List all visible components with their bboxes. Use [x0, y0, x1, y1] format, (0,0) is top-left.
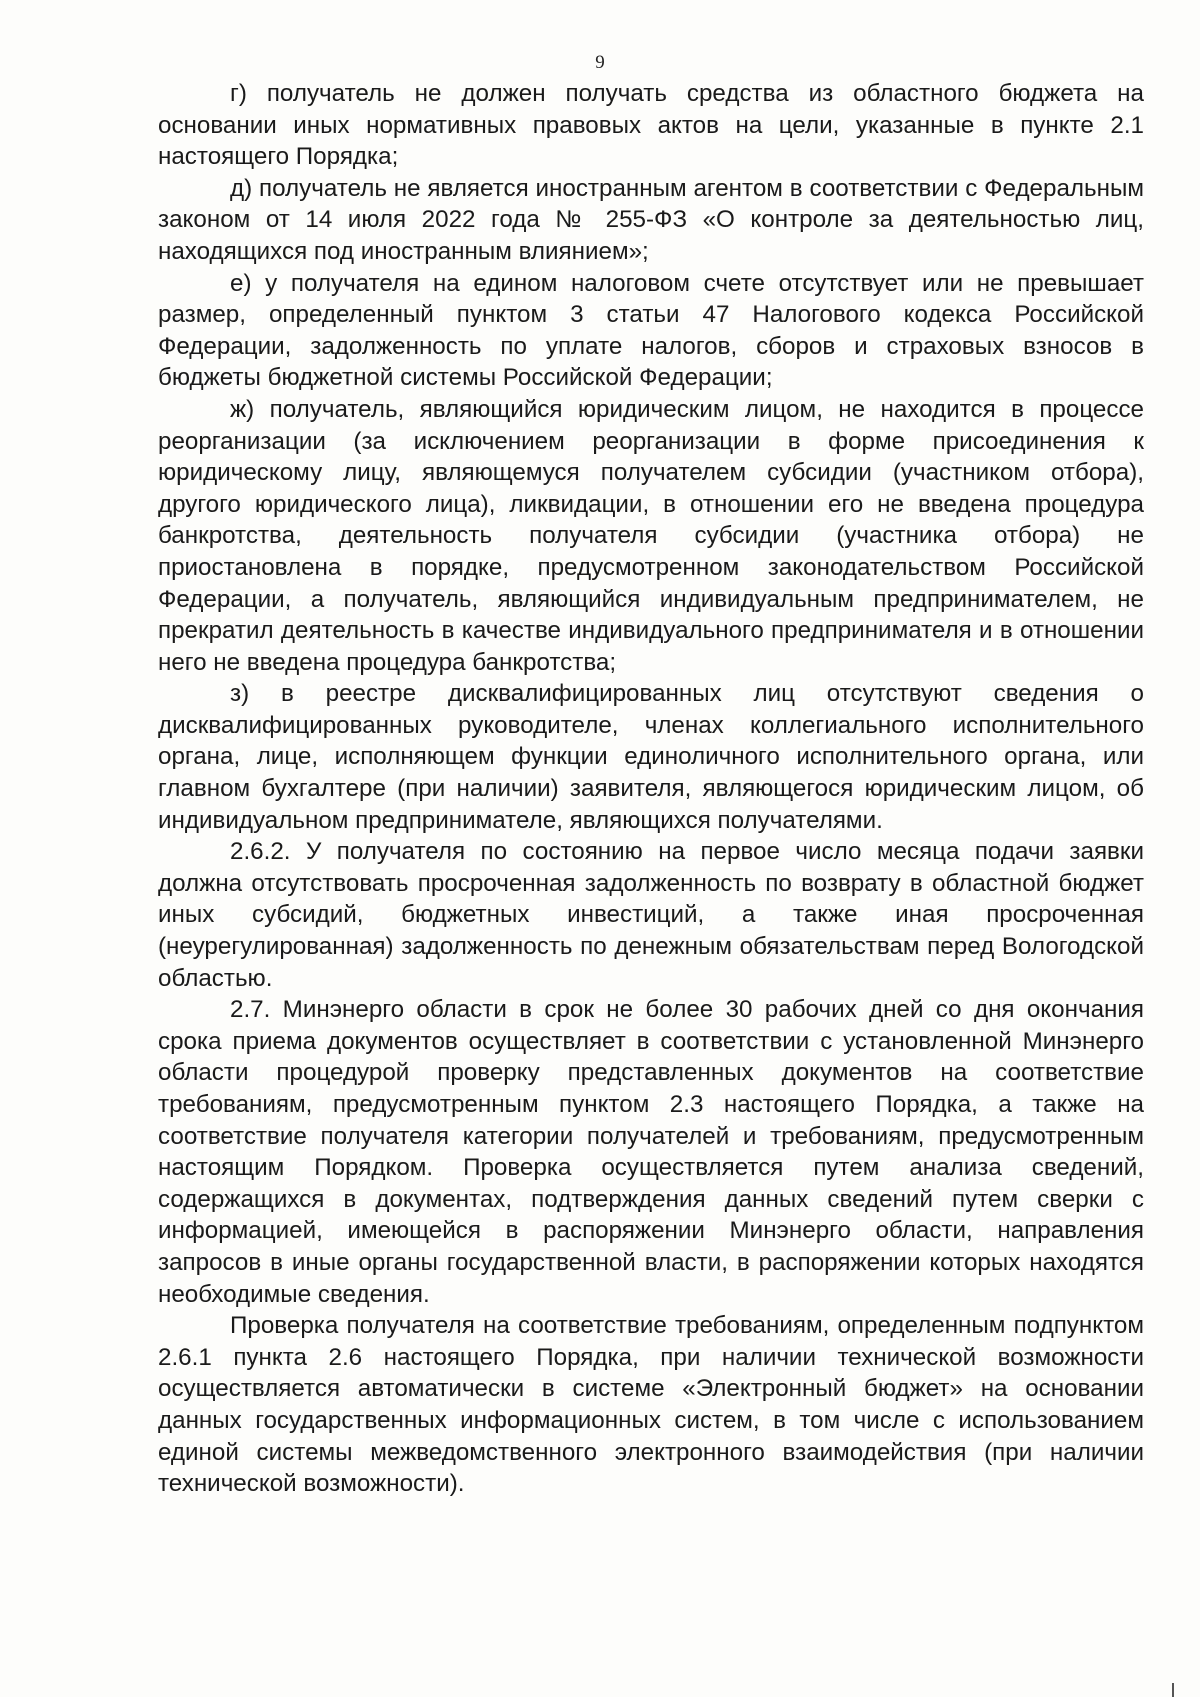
paragraph-e: е) у получателя на едином налоговом счете отсутствует или не превышает размер, определенный пунктом 3 статьи 47 Налогового кодекса Российской Федерации, задолженность по уплате налогов, сборов и страховых взносов в бюджеты бюджетной системы Российской Федерации; [158, 269, 1144, 392]
paragraph-g: г) получатель не должен получать средства из областного бюджета на основании иных нормативных правовых актов на цели, указанные в пункте 2.1 настоящего Порядка; [158, 80, 1144, 171]
document-body [158, 78, 1144, 1500]
paragraph-2-7: 2.7. Минэнерго области в срок не более 30 рабочих дней со дня окончания срока приема документов осуществляет в соответствии с установленной Минэнерго области процедурой проверку представленных документов на соответствие требованиям, предусмотренным пунктом 2.3 настоящего Порядка, а также на соответствие получателя категории получателей и требованиям, предусмотренным настоящим Порядком. Проверка осуществляется путем анализа сведений, содержащихся в документах, подтверждения данных сведений путем сверки с информацией, имеющейся в распоряжении Минэнерго области, направления запросов в иные органы государственной власти, в распоряжении которых находятся необходимые сведения. [158, 996, 1144, 1308]
page-number: 9 [595, 52, 605, 73]
scan-edge-mark [1172, 1683, 1174, 1697]
paragraph-z: з) в реестре дисквалифицированных лиц отсутствуют сведения о дисквалифицированных руководителе, членах коллегиального исполнительного органа, лице, исполняющем функции единоличного исполнительного органа, или главном бухгалтере (при наличии) заявителя, являющегося юридическим лицом, об индивидуальном предпринимателе, являющихся получателями. [158, 680, 1144, 834]
paragraph-d: д) получатель не является иностранным агентом в соответствии с Федеральным законом от 14 июля 2022 года № 255-ФЗ «О контроле за деятельностью лиц, находящихся под иностранным влиянием»; [158, 174, 1144, 265]
paragraph-zh: ж) получатель, являющийся юридическим лицом, не находится в процессе реорганизации (за исключением реорганизации в форме присоединения к юридическому лицу, являющемуся получателем субсидии (участником отбора), другого юридического лица), ликвидации, в отношении его не введена процедура банкротства, деятельность получателя субсидии (участника отбора) не приостановлена в порядке, предусмотренном законодательством Российской Федерации, а получатель, являющийся индивидуальным предпринимателем, не прекратил деятельность в качестве индивидуального предпринимателя и в отношении него не введена процедура банкротства; [158, 395, 1144, 676]
paragraph-verification: Проверка получателя на соответствие требованиям, определенным подпунктом 2.6.1 пункта 2.6 настоящего Порядка, при наличии технической возможности осуществляется автоматически в системе «Электронный бюджет» на основании данных государственных информационных систем, в том числе с использованием единой системы межведомственного электронного взаимодействия (при наличии технической возможности). [158, 1312, 1144, 1498]
paragraph-2-6-2: 2.6.2. У получателя по состоянию на первое число месяца подачи заявки должна отсутствовать просроченная задолженность по возврату в областной бюджет иных субсидий, бюджетных инвестиций, а также иная просроченная (неурегулированная) задолженность по денежным обязательствам перед Вологодской областью. [158, 838, 1144, 992]
